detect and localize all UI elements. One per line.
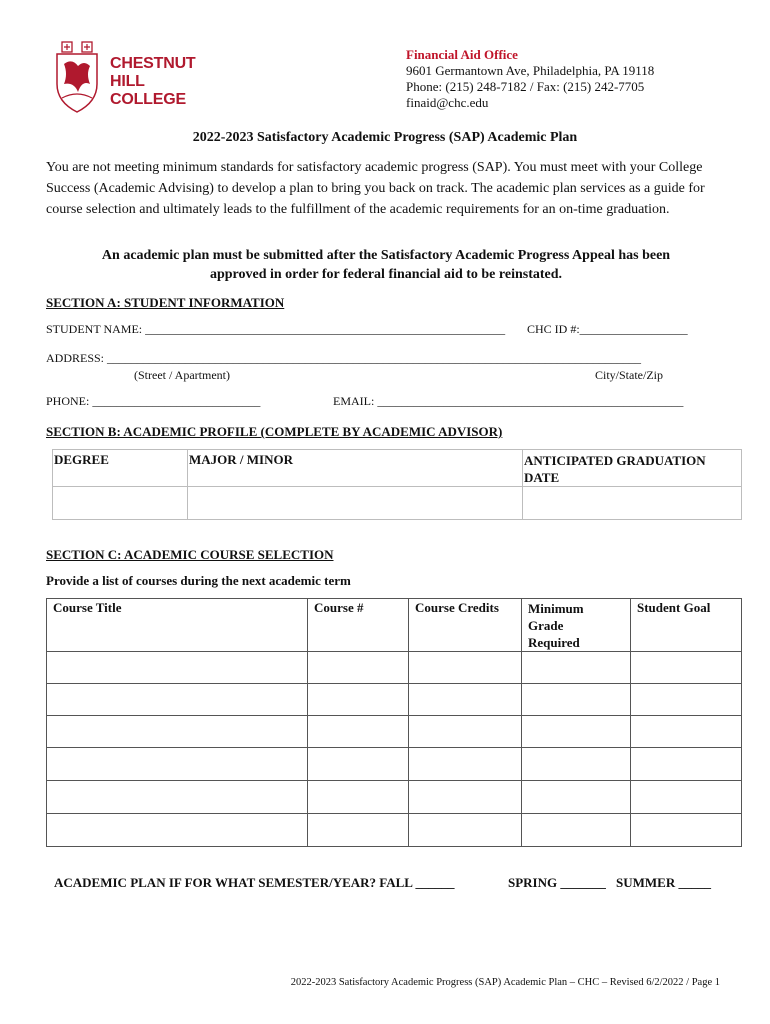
email-field[interactable]: EMAIL: ___________________________________________________	[333, 394, 684, 408]
notice-line-2: approved in order for federal financial aid to be reinstated.	[209, 267, 563, 282]
course-cell[interactable]	[522, 781, 631, 814]
semester-question[interactable]: ACADEMIC PLAN IF FOR WHAT SEMESTER/YEAR? FALL ______	[54, 875, 455, 890]
address-field[interactable]: ADDRESS: _________________________________________________________________________________________	[46, 351, 642, 365]
course-cell[interactable]	[409, 814, 522, 847]
office-email[interactable]: finaid@chc.edu	[406, 95, 489, 110]
course-credits-header: Course Credits	[409, 599, 522, 652]
student-goal-header: Student Goal	[631, 599, 742, 652]
major-minor-header: MAJOR / MINOR	[188, 450, 523, 487]
office-name: Financial Aid Office	[406, 47, 518, 62]
table-row	[53, 487, 742, 520]
course-cell[interactable]	[308, 748, 409, 781]
table-header-row	[47, 599, 742, 652]
course-cell[interactable]	[522, 748, 631, 781]
table-row	[47, 748, 742, 781]
course-number-header: Course #	[308, 599, 409, 652]
phone-field[interactable]: PHONE: ____________________________	[46, 394, 261, 408]
course-cell[interactable]	[631, 814, 742, 847]
course-title-header: Course Title	[47, 599, 308, 652]
course-cell[interactable]	[308, 652, 409, 684]
degree-header: DEGREE	[53, 450, 188, 487]
chc-id-field[interactable]: CHC ID #:__________________	[527, 322, 688, 336]
notice-line-1: An academic plan must be submitted after the Satisfactory Academic Progress Appeal has been	[101, 248, 671, 263]
summer-field[interactable]: SUMMER _____	[616, 875, 711, 890]
course-cell[interactable]	[631, 684, 742, 716]
table-row	[47, 716, 742, 748]
minimum-grade-header: Minimum Grade Required	[522, 599, 631, 652]
page-title: 2022-2023 Satisfactory Academic Progress (SAP) Academic Plan	[192, 130, 578, 145]
section-c-subheading: Provide a list of courses during the next academic term	[46, 573, 351, 588]
course-cell[interactable]	[631, 748, 742, 781]
course-cell[interactable]	[47, 684, 308, 716]
course-cell[interactable]	[631, 716, 742, 748]
course-cell[interactable]	[522, 814, 631, 847]
logo-line-1: CHESTNUT	[110, 55, 196, 72]
submission-notice	[46, 246, 726, 284]
office-address: 9601 Germantown Ave, Philadelphia, PA 19118	[406, 63, 655, 78]
college-crest-icon	[52, 40, 102, 114]
course-cell[interactable]	[47, 781, 308, 814]
course-cell[interactable]	[409, 716, 522, 748]
college-logo	[52, 40, 202, 114]
course-cell[interactable]	[47, 716, 308, 748]
course-cell[interactable]	[47, 748, 308, 781]
course-cell[interactable]	[522, 652, 631, 684]
office-contact-block	[406, 47, 654, 111]
table-row	[47, 781, 742, 814]
course-cell[interactable]	[308, 716, 409, 748]
course-cell[interactable]	[631, 781, 742, 814]
spring-field[interactable]: SPRING _______	[508, 875, 606, 890]
course-cell[interactable]	[308, 814, 409, 847]
course-cell[interactable]	[409, 652, 522, 684]
table-row	[47, 684, 742, 716]
intro-paragraph: You are not meeting minimum standards for satisfactory academic progress (SAP). You must meet with your College Success (Academic Advising) to develop a plan to bring you back on track. The academic plan services as a guide for course selection and ultimately leads to the fulfillment of the academic requirements for an on-time graduation.	[46, 160, 705, 217]
graduation-date-header: ANTICIPATED GRADUATION DATE	[523, 450, 742, 487]
section-a-heading: SECTION A: STUDENT INFORMATION	[46, 295, 285, 310]
table-row	[47, 814, 742, 847]
course-cell[interactable]	[522, 684, 631, 716]
course-cell[interactable]	[409, 781, 522, 814]
academic-profile-table	[52, 449, 742, 520]
course-cell[interactable]	[308, 684, 409, 716]
page-footer: 2022-2023 Satisfactory Academic Progress (SAP) Academic Plan – CHC – Revised 6/2/2022 / Page 1	[290, 977, 720, 988]
logo-line-3: COLLEGE	[110, 91, 186, 108]
course-cell[interactable]	[409, 684, 522, 716]
student-name-field[interactable]: STUDENT NAME: ____________________________________________________________	[46, 322, 506, 336]
street-hint-label: (Street / Apartment)	[134, 368, 230, 382]
city-hint-label: City/State/Zip	[595, 368, 663, 382]
course-cell[interactable]	[47, 652, 308, 684]
logo-line-2: HILL	[110, 73, 145, 90]
degree-cell[interactable]	[53, 487, 188, 520]
major-minor-cell[interactable]	[188, 487, 523, 520]
course-cell[interactable]	[47, 814, 308, 847]
table-row	[47, 652, 742, 684]
section-b-heading: SECTION B: ACADEMIC PROFILE (COMPLETE BY ACADEMIC ADVISOR)	[46, 424, 503, 439]
table-header-row	[53, 450, 742, 487]
course-cell[interactable]	[308, 781, 409, 814]
course-cell[interactable]	[522, 716, 631, 748]
office-phone-fax: Phone: (215) 248-7182 / Fax: (215) 242-7705	[406, 79, 645, 94]
section-c-heading: SECTION C: ACADEMIC COURSE SELECTION	[46, 547, 334, 562]
course-cell[interactable]	[631, 652, 742, 684]
course-cell[interactable]	[409, 748, 522, 781]
graduation-date-cell[interactable]	[523, 487, 742, 520]
course-selection-table	[46, 598, 742, 847]
